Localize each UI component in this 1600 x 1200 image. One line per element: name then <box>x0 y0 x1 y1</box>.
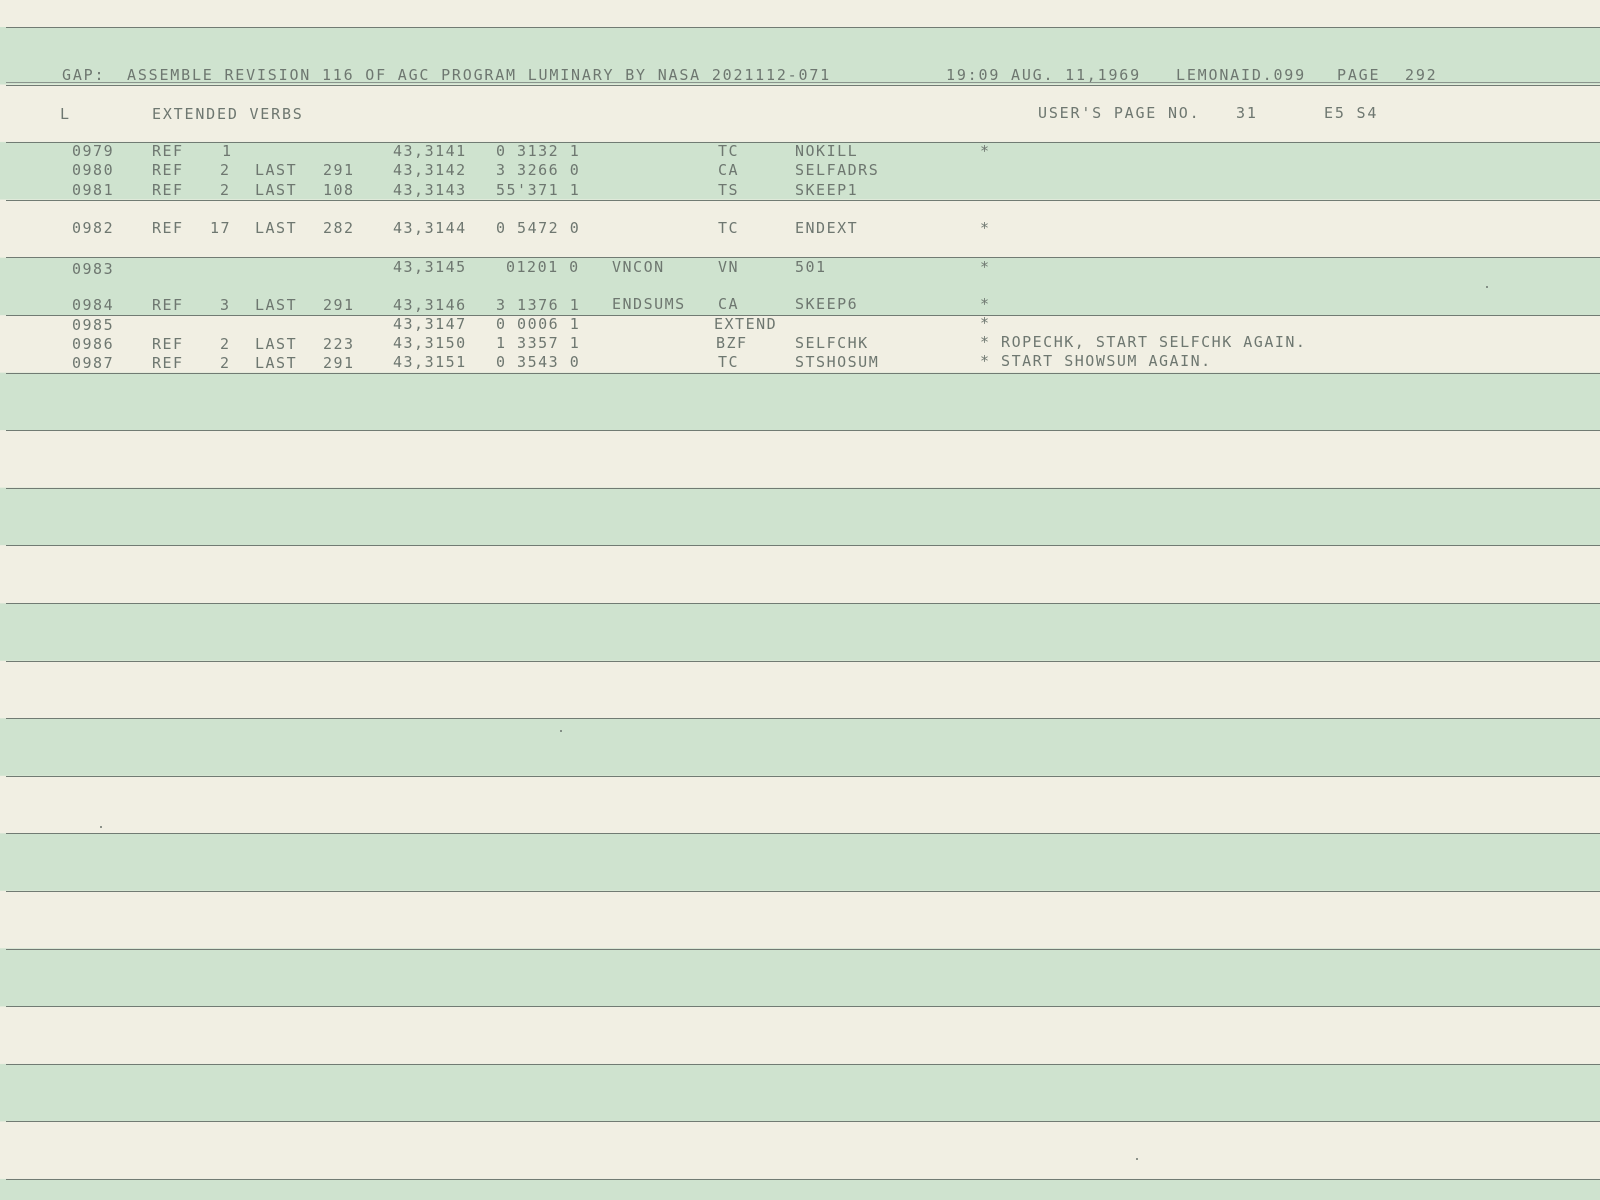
operand: SKEEP1 <box>795 181 859 199</box>
octal-word: 0 0006 1 <box>496 315 581 333</box>
line-number: 0980 <box>72 161 115 179</box>
assembly-timestamp: 19:09 AUG. 11,1969 <box>946 66 1141 84</box>
paper-top-margin <box>0 0 1600 27</box>
opcode: EXTEND <box>714 315 778 333</box>
octal-word: 01201 0 <box>506 258 580 276</box>
opcode: TS <box>718 181 740 199</box>
band-rule <box>6 430 1600 431</box>
section-code: E5 S4 <box>1324 104 1379 122</box>
opcode: TC <box>718 142 740 160</box>
ref-tag: REF <box>152 354 184 372</box>
octal-word: 0 3132 1 <box>496 142 581 160</box>
users-page-label: USER'S PAGE NO. <box>1038 104 1201 122</box>
band-rule <box>6 1006 1600 1007</box>
operand: 501 <box>795 258 827 276</box>
last-page: 108 <box>323 181 355 199</box>
assembly-header: GAP: ASSEMBLE REVISION 116 OF AGC PROGRAM LUMINARY BY NASA 2021112-071 <box>62 66 831 84</box>
ref-tag: REF <box>152 335 184 353</box>
last-page: 291 <box>323 296 355 314</box>
label: ENDSUMS <box>612 295 686 313</box>
line-number: 0987 <box>72 354 115 372</box>
last-page: 282 <box>323 219 355 237</box>
address: 43,3145 <box>393 258 467 276</box>
paper-speck <box>560 730 562 732</box>
line-number: 0981 <box>72 181 115 199</box>
band-rule <box>6 1121 1600 1122</box>
opcode: TC <box>718 353 740 371</box>
octal-word: 1 3357 1 <box>496 334 581 352</box>
ref-count: 2 <box>220 335 231 353</box>
line-number: 0986 <box>72 335 115 353</box>
comment: * <box>980 219 991 237</box>
paper-speck <box>1136 1158 1138 1160</box>
operand: SELFCHK <box>795 334 869 352</box>
address: 43,3151 <box>393 353 467 371</box>
address: 43,3146 <box>393 296 467 314</box>
opcode: BZF <box>716 334 748 352</box>
ref-count: 1 <box>222 142 233 160</box>
address: 43,3141 <box>393 142 467 160</box>
ref-tag: REF <box>152 181 184 199</box>
band-rule <box>6 718 1600 719</box>
last-page: 291 <box>323 161 355 179</box>
band-rule <box>6 27 1600 28</box>
operand: STSHOSUM <box>795 353 880 371</box>
octal-word: 3 3266 0 <box>496 161 581 179</box>
ref-count: 2 <box>220 354 231 372</box>
ref-count: 3 <box>220 296 231 314</box>
band-rule <box>6 1179 1600 1180</box>
line-number: 0983 <box>72 260 115 278</box>
comment: * <box>980 258 991 276</box>
ref-tag: REF <box>152 161 184 179</box>
paper-speck <box>1486 286 1488 288</box>
band-rule <box>6 200 1600 201</box>
address: 43,3143 <box>393 181 467 199</box>
column-tag: L <box>60 105 71 123</box>
opcode: CA <box>718 295 740 313</box>
comment: * START SHOWSUM AGAIN. <box>980 352 1212 370</box>
users-page-number: 31 <box>1236 104 1258 122</box>
band-rule <box>6 891 1600 892</box>
octal-word: 0 5472 0 <box>496 219 581 237</box>
last-tag: LAST <box>255 181 298 199</box>
address: 43,3142 <box>393 161 467 179</box>
paper-speck <box>100 826 102 828</box>
opcode: CA <box>718 161 740 179</box>
band-rule <box>6 488 1600 489</box>
line-number: 0985 <box>72 316 115 334</box>
section-title: EXTENDED VERBS <box>152 105 304 123</box>
band-rule <box>6 776 1600 777</box>
operand: NOKILL <box>795 142 859 160</box>
ref-count: 2 <box>220 161 231 179</box>
address: 43,3144 <box>393 219 467 237</box>
band-rule <box>6 603 1600 604</box>
last-tag: LAST <box>255 354 298 372</box>
octal-word: 0 3543 0 <box>496 353 581 371</box>
band-rule <box>6 661 1600 662</box>
page-number: 292 <box>1405 66 1438 84</box>
comment: * <box>980 142 991 160</box>
operand: SELFADRS <box>795 161 880 179</box>
operand: SKEEP6 <box>795 295 859 313</box>
last-page: 291 <box>323 354 355 372</box>
line-number: 0984 <box>72 296 115 314</box>
last-page: 223 <box>323 335 355 353</box>
ref-count: 17 <box>210 219 232 237</box>
line-number: 0982 <box>72 219 115 237</box>
band-rule <box>6 315 1600 316</box>
opcode: TC <box>718 219 740 237</box>
band-rule <box>6 373 1600 374</box>
band-rule <box>6 1064 1600 1065</box>
last-tag: LAST <box>255 219 298 237</box>
opcode: VN <box>718 258 740 276</box>
ref-tag: REF <box>152 219 184 237</box>
operand: ENDEXT <box>795 219 859 237</box>
label: VNCON <box>612 258 665 276</box>
ref-tag: REF <box>152 296 184 314</box>
last-tag: LAST <box>255 161 298 179</box>
address: 43,3150 <box>393 334 467 352</box>
band-rule <box>6 833 1600 834</box>
ref-tag: REF <box>152 142 184 160</box>
lemonaid-label: LEMONAID.099 <box>1176 66 1306 84</box>
address: 43,3147 <box>393 315 467 333</box>
comment: * ROPECHK, START SELFCHK AGAIN. <box>980 333 1307 351</box>
octal-word: 3 1376 1 <box>496 296 581 314</box>
last-tag: LAST <box>255 335 298 353</box>
band-rule <box>6 949 1600 950</box>
band-rule <box>6 85 1600 86</box>
octal-word: 55'371 1 <box>496 181 581 199</box>
comment: * <box>980 314 991 332</box>
page-label: PAGE <box>1337 66 1381 84</box>
band-rule <box>6 545 1600 546</box>
ref-count: 2 <box>220 181 231 199</box>
last-tag: LAST <box>255 296 298 314</box>
line-number: 0979 <box>72 142 115 160</box>
comment: * <box>980 295 991 313</box>
